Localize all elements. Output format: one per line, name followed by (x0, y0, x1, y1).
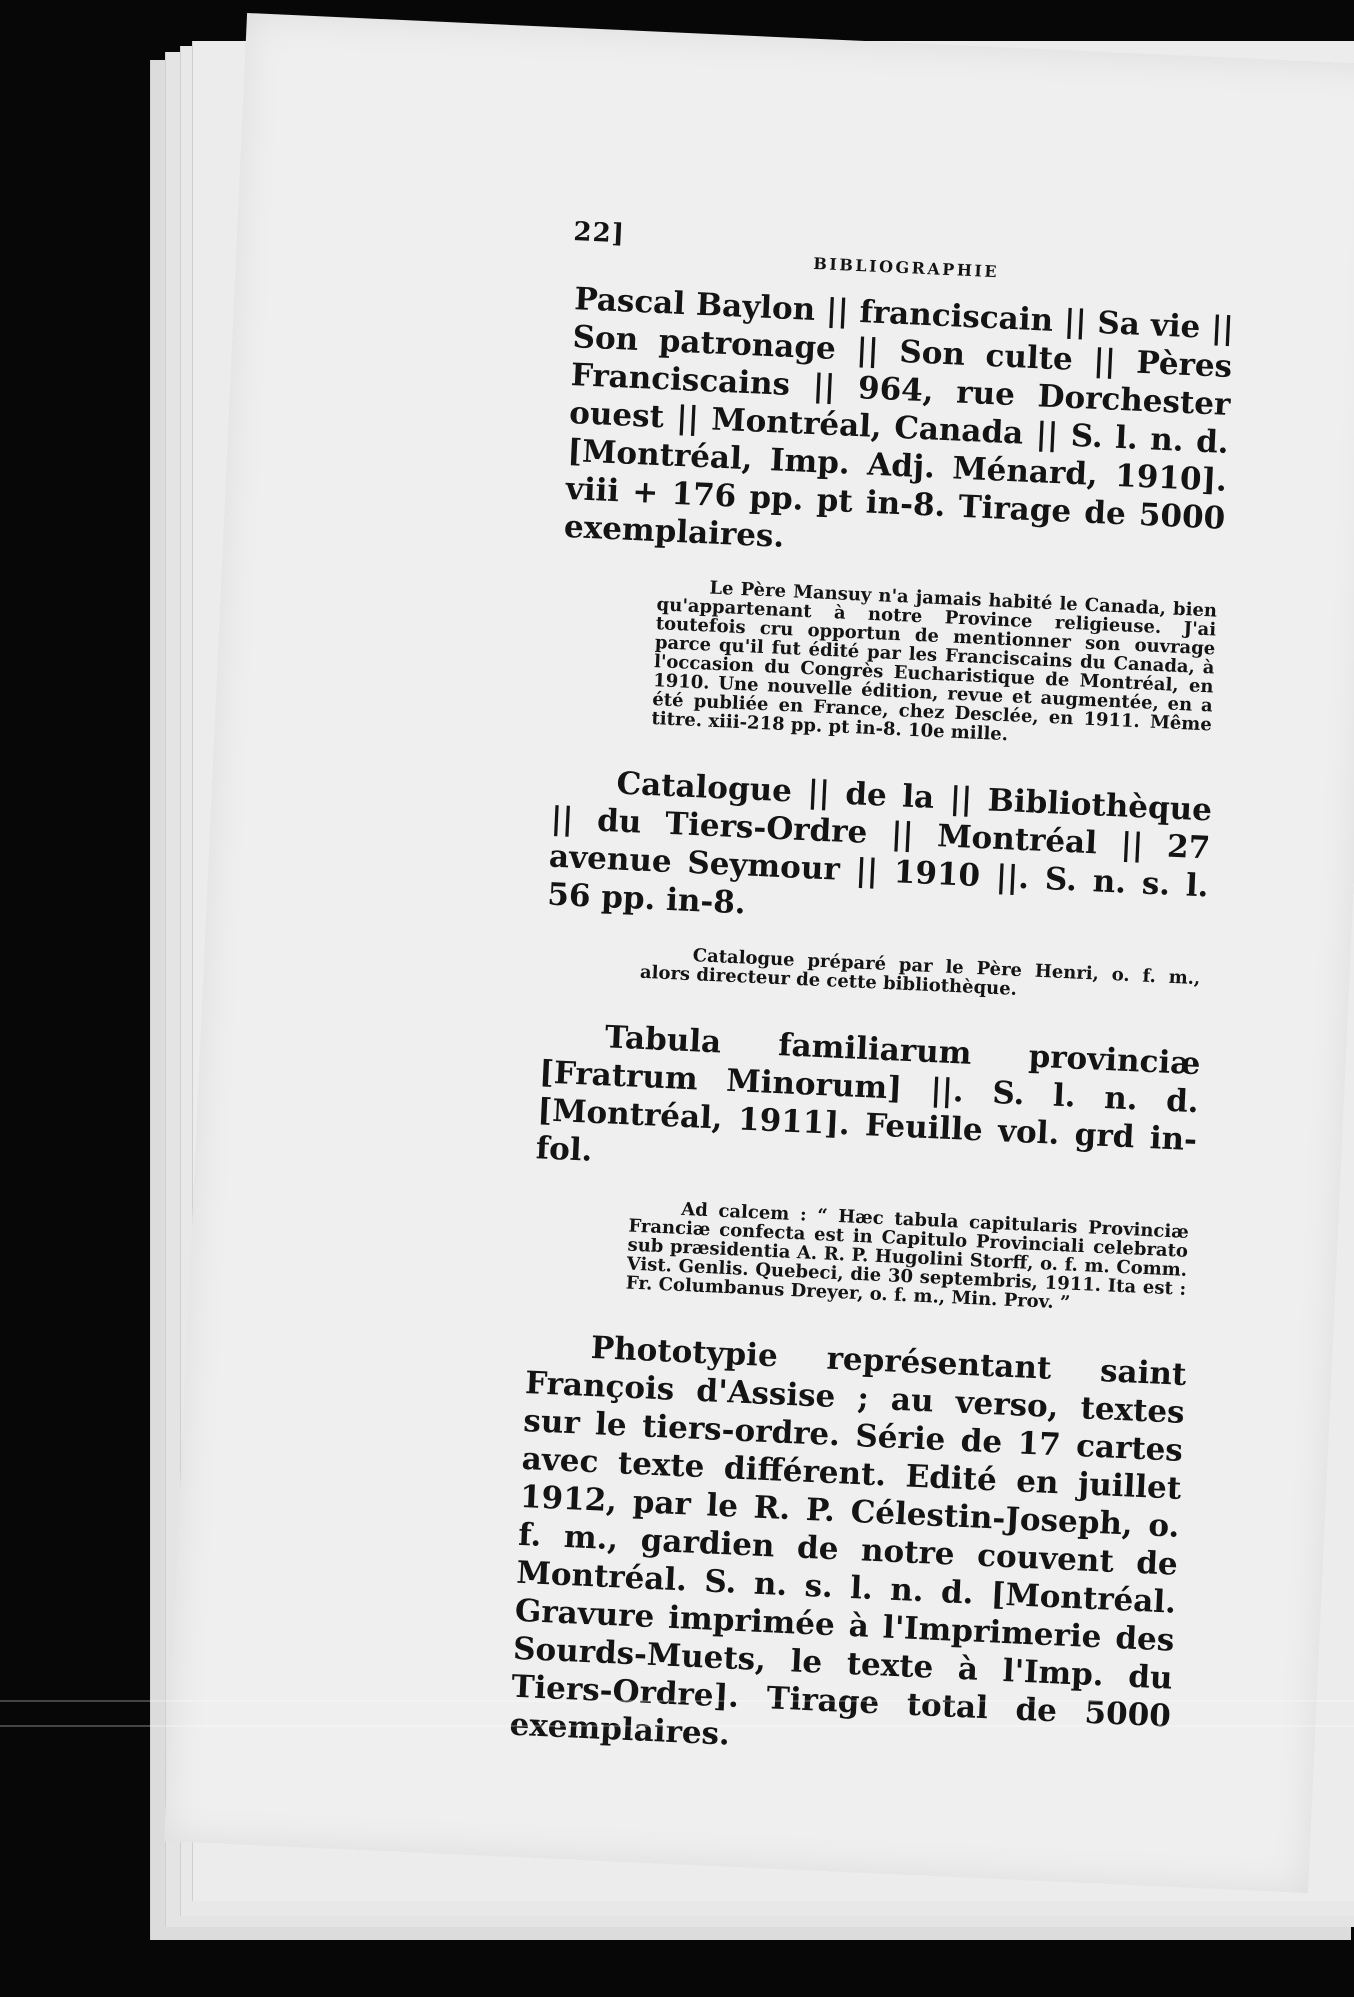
entry-note: Ad calcem : “ Hæc tabula capitularis Provinciæ Franciæ confecta est in Capitulo Provinciali celebrato sub præsidentia A. R. P. Hugolini Storff, o. f. m. Comm. Vist. Genlis. Quebeci, die 30 septembris, 1911. Ita est : Fr. Columbanus Dreyer, o. f. m., Min. Prov. ” (625, 1198, 1190, 1314)
page-content (508, 217, 1237, 1773)
running-head: BIBLIOGRAPHIE (812, 253, 1000, 282)
entry-note: Le Père Mansuy n'a jamais habité le Canada, bien qu'appartenant à notre Province religieuse. J'ai toutefois cru opportun de mentionner son ouvrage parce qu'il fut édité par les Franciscains du Canada, à l'occasion du Congrès Eucharistique de Montréal, en 1910. Une nouvelle édition, revue et augmentée, en a été publiée en France, chez Desclée, en 1911. Même titre. xiii-218 pp. pt in-8. 10e mille. (651, 577, 1218, 746)
bibliography-entry: Catalogue || de la || Bibliothèque || du Tiers-Ordre || Montréal || 27 avenue Seymour || 1910 ||. S. n. s. l. 56 pp. in-8. (546, 765, 1213, 922)
page-number: 22] (572, 217, 626, 250)
bibliography-entry: Tabula familiarum provinciæ [Fratrum Minorum] ||. S. l. n. d. [Montréal, 1911]. Feuille vol. grd in-fol. (535, 1019, 1202, 1169)
bibliography-entry: Phototypie représentant saint François d'Assise ; au verso, textes sur le tiers-ordre. Série de 17 cartes avec texte différent. Edité en juillet 1912, par le R. P. Célestin-Joseph, o. f. m., gardien de notre couvent de Montréal. S. n. s. l. n. d. [Montréal. Gravure imprimée à l'Imprimerie des Sourds-Muets, le texte à l'Imp. du Tiers-Ordre]. Tirage total de 5000 exemplaires. (508, 1329, 1188, 1753)
scan-artifact-line (0, 1725, 1354, 1727)
entry-note: Catalogue préparé par le Père Henri, o. f. m., alors directeur de cette bibliothèque. (639, 945, 1201, 1000)
bibliography-entry: Pascal Baylon || franciscain || Sa vie || Son patronage || Son culte || Pères Franciscains || 964, rue Dorchester ouest || Montréal, Canada || S. l. n. d. [Montréal, Imp. Adj. Ménard, 1910]. viii + 176 pp. pt in-8. Tirage de 5000 exemplaires. (563, 281, 1235, 555)
scan-artifact-line (0, 1700, 1354, 1702)
book-page (164, 13, 1354, 1893)
